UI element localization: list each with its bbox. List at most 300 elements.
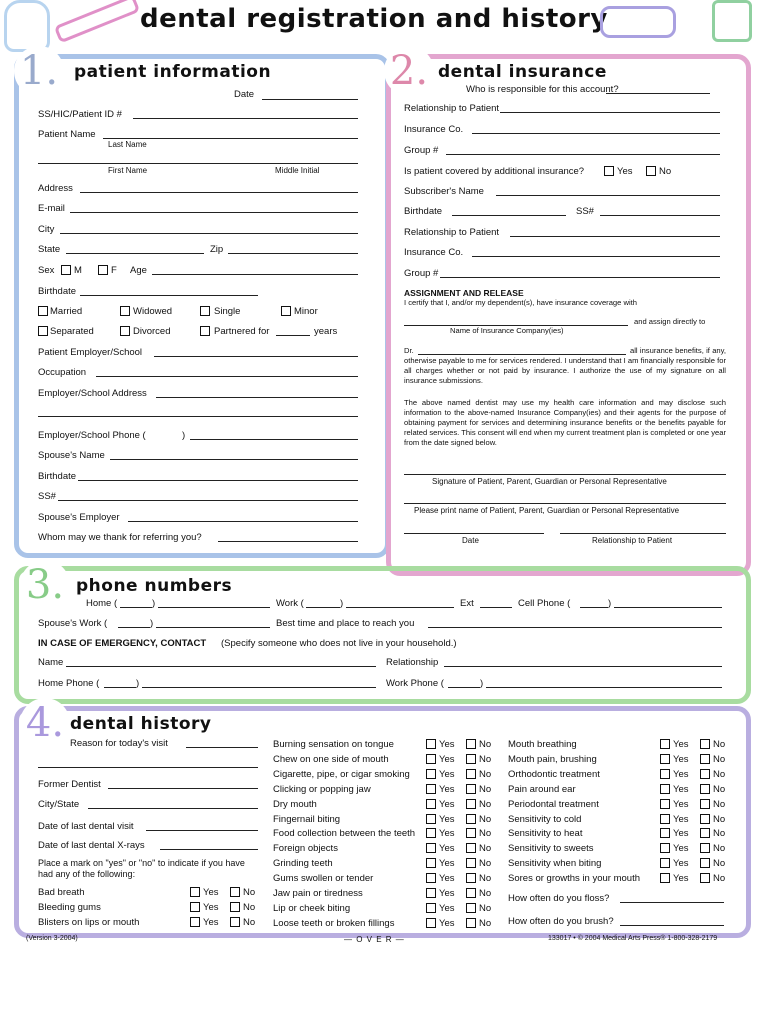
yes-checkbox[interactable]	[426, 799, 436, 809]
no-label: No	[479, 739, 492, 750]
yes-label: Yes	[203, 887, 219, 898]
no-label: No	[479, 917, 492, 929]
no-checkbox[interactable]	[700, 843, 710, 853]
yes-checkbox[interactable]	[426, 828, 436, 838]
emergency-work-field[interactable]	[486, 687, 722, 688]
no-checkbox[interactable]	[466, 799, 476, 809]
home-phone-label: Home (	[86, 598, 118, 609]
yes-checkbox[interactable]	[660, 754, 670, 764]
cell-area-field[interactable]	[580, 607, 608, 608]
no-checkbox[interactable]	[466, 873, 476, 883]
no-checkbox[interactable]	[466, 739, 476, 749]
ext-field[interactable]	[480, 607, 512, 608]
spouse-ss-field[interactable]	[58, 500, 358, 501]
subscriber-label: Subscriber's Name	[404, 186, 484, 197]
no-label: No	[479, 843, 492, 855]
subscriber-field[interactable]	[496, 195, 720, 196]
floss-label: How often do you floss?	[508, 893, 610, 904]
history-item-label: Grinding teeth	[273, 858, 333, 870]
home-close: )	[152, 598, 156, 609]
section-heading-history: dental history	[70, 714, 212, 734]
spouse-work-area-field[interactable]	[118, 627, 150, 628]
no-checkbox[interactable]	[700, 814, 710, 824]
ext-label: Ext	[460, 598, 474, 609]
no-label: No	[713, 843, 726, 855]
yes-checkbox[interactable]	[660, 873, 670, 883]
ssid-label: SS/HIC/Patient ID #	[38, 109, 122, 120]
yes-label: Yes	[673, 828, 689, 840]
yes-label: Yes	[439, 798, 455, 810]
emergency-work-label: Work Phone (	[386, 678, 444, 689]
yes-label: Yes	[673, 873, 689, 885]
no-label: No	[479, 902, 492, 914]
birthdate-label: Birthdate	[38, 286, 77, 297]
reason-label: Reason for today's visit	[70, 738, 168, 749]
yes-checkbox[interactable]	[426, 888, 436, 898]
section-number-3: 3.	[20, 560, 70, 610]
section-number-4: 4.	[20, 698, 70, 748]
history-item-label: Orthodontic treatment	[508, 768, 600, 780]
yes-checkbox[interactable]	[660, 799, 670, 809]
additional-insurance-label: Is patient covered by additional insurance?	[404, 166, 585, 177]
city-state-field[interactable]	[88, 808, 258, 809]
no-label: No	[243, 887, 256, 898]
emergency-work-area-field[interactable]	[448, 687, 480, 688]
floss-icon	[712, 0, 752, 42]
partnered-label: Partnered for	[214, 326, 270, 337]
no-label: No	[713, 753, 726, 765]
no-label: No	[713, 783, 726, 795]
minor-label: Minor	[294, 306, 318, 317]
group2-field[interactable]	[440, 277, 720, 278]
assignment-text-3: The above named dentist may use my health care information and may disclose such information to the above-named Insurance Company(ies) and their agents for the purpose of obtaining payment for services and determining insurance benefits or the benefits payable for related services. This consent will end when my current treatment plan is completed or one year from the date signed below.	[404, 398, 726, 447]
responsible-field[interactable]	[606, 93, 710, 94]
city-state-label: City/State	[38, 799, 80, 810]
history-item-label: Gums swollen or tender	[273, 873, 374, 885]
city-label: City	[38, 224, 55, 235]
toothbrush-icon	[54, 0, 140, 43]
print-name-field[interactable]	[404, 503, 726, 504]
patient-date-label: Date	[234, 89, 255, 100]
yes-label: Yes	[673, 768, 689, 780]
sex-m-checkbox[interactable]	[61, 265, 71, 275]
state-label: State	[38, 244, 61, 255]
spouse-work-close: )	[150, 618, 154, 629]
yes-checkbox[interactable]	[660, 858, 670, 868]
partnered-checkbox[interactable]	[200, 326, 210, 336]
single-label: Single	[214, 306, 241, 317]
yes-label: Yes	[439, 888, 455, 899]
no-checkbox[interactable]	[230, 902, 240, 912]
additional-yes-checkbox[interactable]	[604, 166, 614, 176]
former-dentist-label: Former Dentist	[38, 779, 101, 790]
emergency-name-label: Name	[38, 657, 64, 668]
age-field[interactable]	[152, 274, 358, 275]
relationship2-label: Relationship to Patient	[404, 227, 500, 238]
employer-school-field[interactable]	[154, 356, 358, 357]
assign-company-caption: Name of Insurance Company(ies)	[450, 326, 564, 335]
history-item-label: Mouth breathing	[508, 739, 577, 750]
no-checkbox[interactable]	[466, 858, 476, 868]
release-relationship-caption: Relationship to Patient	[592, 536, 673, 545]
address-label: Address	[38, 183, 73, 194]
history-item-label: Sensitivity to heat	[508, 828, 583, 840]
state-field[interactable]	[66, 253, 204, 254]
no-label: No	[479, 828, 492, 840]
group-label: Group #	[404, 145, 439, 156]
subscriber-birthdate-label: Birthdate	[404, 206, 443, 217]
no-checkbox[interactable]	[700, 784, 710, 794]
former-dentist-field[interactable]	[108, 788, 258, 789]
subscriber-ss-label: SS#	[576, 206, 594, 217]
yes-label: Yes	[439, 858, 455, 870]
history-item-label: Blisters on lips or mouth	[38, 917, 140, 928]
toothpaste-icon	[600, 6, 676, 38]
yes-checkbox[interactable]	[190, 917, 200, 927]
divorced-checkbox[interactable]	[120, 326, 130, 336]
no-label: No	[243, 902, 256, 913]
emergency-relationship-label: Relationship	[386, 657, 439, 668]
brush-field[interactable]	[620, 925, 724, 926]
yes-checkbox[interactable]	[426, 903, 436, 913]
assign-dr-label: Dr.	[404, 346, 414, 355]
place-mark-instructions: Place a mark on "yes" or "no" to indicate if you have had any of the following:	[38, 858, 245, 879]
email-field[interactable]	[70, 212, 358, 213]
sex-f-checkbox[interactable]	[98, 265, 108, 275]
yes-checkbox[interactable]	[660, 739, 670, 749]
section-number-1: 1.	[14, 46, 64, 96]
insurance-co-label: Insurance Co.	[404, 124, 464, 135]
employer-phone-close: )	[182, 430, 186, 441]
assignment-text-1: I certify that I, and/or my dependent(s), have insurance coverage with	[404, 298, 637, 307]
yes-label: Yes	[439, 843, 455, 855]
history-item-label: Cigarette, pipe, or cigar smoking	[273, 768, 410, 780]
cell-close: )	[608, 598, 612, 609]
no-checkbox[interactable]	[700, 739, 710, 749]
no-label: No	[243, 917, 256, 928]
married-label: Married	[50, 306, 83, 317]
employer-phone-field[interactable]	[190, 439, 358, 440]
sex-label: Sex	[38, 265, 55, 276]
spouse-work-label: Spouse's Work (	[38, 618, 108, 629]
widowed-checkbox[interactable]	[120, 306, 130, 316]
yes-label: Yes	[673, 858, 689, 870]
no-label: No	[713, 798, 726, 810]
occupation-label: Occupation	[38, 367, 87, 378]
yes-checkbox[interactable]	[426, 784, 436, 794]
first-name-caption: First Name	[108, 166, 148, 175]
best-time-field[interactable]	[428, 627, 722, 628]
age-label: Age	[130, 265, 147, 276]
yes-checkbox[interactable]	[660, 828, 670, 838]
yes-checkbox[interactable]	[190, 902, 200, 912]
no-label: No	[479, 768, 492, 780]
yes-label: Yes	[203, 902, 219, 913]
relationship-field[interactable]	[500, 112, 720, 113]
yes-checkbox[interactable]	[426, 769, 436, 779]
history-item-label: Food collection between the teeth	[273, 828, 416, 840]
version-note: (Version 3-2004)	[26, 935, 78, 942]
last-name-caption: Last Name	[108, 140, 147, 149]
yes-checkbox[interactable]	[426, 873, 436, 883]
yes-checkbox[interactable]	[190, 887, 200, 897]
no-checkbox[interactable]	[466, 784, 476, 794]
yes-label: Yes	[203, 917, 219, 928]
no-checkbox[interactable]	[466, 903, 476, 913]
group-field[interactable]	[446, 154, 720, 155]
signature-caption: Signature of Patient, Parent, Guardian or Personal Representative	[432, 477, 667, 486]
tooth-icon	[4, 0, 50, 52]
no-label: No	[713, 739, 726, 750]
emergency-heading: IN CASE OF EMERGENCY, CONTACT	[38, 638, 207, 649]
spouse-employer-label: Spouse's Employer	[38, 512, 120, 523]
yes-label: Yes	[673, 843, 689, 855]
relationship-label: Relationship to Patient	[404, 103, 500, 114]
yes-label: Yes	[439, 768, 455, 780]
yes-checkbox[interactable]	[660, 814, 670, 824]
no-checkbox[interactable]	[230, 917, 240, 927]
no-checkbox[interactable]	[700, 858, 710, 868]
minor-checkbox[interactable]	[281, 306, 291, 316]
spouse-birthdate-field[interactable]	[78, 480, 358, 481]
no-label: No	[713, 858, 726, 870]
no-checkbox[interactable]	[466, 754, 476, 764]
additional-no-label: No	[659, 166, 672, 177]
work-close: )	[340, 598, 344, 609]
last-visit-label: Date of last dental visit	[38, 821, 134, 832]
no-label: No	[479, 798, 492, 810]
history-item-label: Dry mouth	[273, 798, 317, 810]
divorced-label: Divorced	[133, 326, 171, 337]
history-item-label: Clicking or popping jaw	[273, 783, 371, 795]
history-item-label: Burning sensation on tongue	[273, 739, 394, 750]
yes-label: Yes	[439, 828, 455, 840]
reason-field[interactable]	[186, 747, 258, 748]
section-heading-patient: patient information	[74, 62, 272, 82]
single-checkbox[interactable]	[200, 306, 210, 316]
no-checkbox[interactable]	[230, 887, 240, 897]
form-title: dental registration and history	[140, 4, 608, 34]
yes-label: Yes	[439, 753, 455, 765]
emergency-home-label: Home Phone (	[38, 678, 100, 689]
section-heading-phone: phone numbers	[76, 576, 233, 596]
emergency-home-close: )	[136, 678, 140, 689]
yes-checkbox[interactable]	[426, 814, 436, 824]
history-item-label: Lip or cheek biting	[273, 902, 351, 914]
no-label: No	[479, 753, 492, 765]
birthdate-field[interactable]	[80, 295, 258, 296]
yes-label: Yes	[673, 783, 689, 795]
no-checkbox[interactable]	[700, 828, 710, 838]
ssid-field[interactable]	[133, 118, 358, 119]
no-checkbox[interactable]	[466, 888, 476, 898]
history-item-label: Jaw pain or tiredness	[273, 888, 363, 899]
patient-date-field[interactable]	[262, 99, 358, 100]
no-checkbox[interactable]	[466, 828, 476, 838]
assignment-heading: ASSIGNMENT AND RELEASE	[404, 288, 524, 298]
work-area-field[interactable]	[306, 607, 340, 608]
emergency-home-area-field[interactable]	[104, 687, 136, 688]
middle-initial-caption: Middle Initial	[275, 166, 320, 175]
history-item-label: Bad breath	[38, 887, 85, 898]
insurance-co2-label: Insurance Co.	[404, 247, 464, 258]
yes-label: Yes	[673, 739, 689, 750]
last-name-field[interactable]	[103, 138, 358, 139]
no-checkbox[interactable]	[700, 769, 710, 779]
zip-label: Zip	[210, 244, 224, 255]
insurance-co2-field[interactable]	[472, 256, 720, 257]
work-phone-label: Work (	[276, 598, 304, 609]
cell-phone-label: Cell Phone (	[518, 598, 571, 609]
no-label: No	[713, 813, 726, 825]
brush-label: How often do you brush?	[508, 916, 614, 927]
no-checkbox[interactable]	[466, 769, 476, 779]
yes-label: Yes	[673, 753, 689, 765]
no-checkbox[interactable]	[700, 799, 710, 809]
emergency-relationship-field[interactable]	[444, 666, 722, 667]
occupation-field[interactable]	[96, 376, 358, 377]
yes-checkbox[interactable]	[660, 843, 670, 853]
over-indicator: — O V E R —	[344, 935, 405, 944]
zip-field[interactable]	[228, 253, 358, 254]
spouse-work-field[interactable]	[156, 627, 270, 628]
spouse-employer-field[interactable]	[128, 521, 358, 522]
emergency-note: (Specify someone who does not live in your household.)	[221, 638, 457, 649]
history-item-label: Sensitivity when biting	[508, 858, 602, 870]
no-checkbox[interactable]	[466, 814, 476, 824]
years-label: years	[314, 326, 338, 337]
separated-label: Separated	[50, 326, 94, 337]
spouse-ss-label: SS#	[38, 491, 56, 502]
copyright-note: 133017 • © 2004 Medical Arts Press® 1-800-328-2179	[548, 935, 718, 942]
release-relationship-field[interactable]	[560, 533, 726, 534]
signature-field[interactable]	[404, 474, 726, 475]
referral-label: Whom may we thank for referring you?	[38, 532, 202, 543]
yes-checkbox[interactable]	[426, 843, 436, 853]
separated-checkbox[interactable]	[38, 326, 48, 336]
no-label: No	[713, 828, 726, 840]
additional-yes-label: Yes	[617, 166, 633, 177]
first-name-field[interactable]	[38, 163, 358, 164]
no-label: No	[479, 858, 492, 870]
history-item-label: Mouth pain, brushing	[508, 753, 597, 765]
print-name-caption: Please print name of Patient, Parent, Guardian or Personal Representative	[414, 506, 680, 515]
city-field[interactable]	[60, 233, 358, 234]
last-xrays-field[interactable]	[160, 849, 258, 850]
home-phone-field[interactable]	[158, 607, 270, 608]
yes-checkbox[interactable]	[660, 769, 670, 779]
yes-label: Yes	[439, 917, 455, 929]
yes-label: Yes	[439, 739, 455, 750]
history-item-label: Sensitivity to cold	[508, 813, 582, 825]
employer-phone-label: Employer/School Phone (	[38, 430, 146, 441]
work-phone-field[interactable]	[346, 607, 454, 608]
group2-label: Group #	[404, 268, 439, 279]
responsible-label: Who is responsible for this account?	[466, 84, 619, 95]
partnered-years-field[interactable]	[276, 335, 310, 336]
patient-name-label: Patient Name	[38, 129, 96, 140]
employer-address-field-2[interactable]	[38, 416, 358, 417]
yes-checkbox[interactable]	[426, 754, 436, 764]
address-field[interactable]	[80, 192, 358, 193]
history-item-label: Pain around ear	[508, 783, 576, 795]
yes-label: Yes	[439, 902, 455, 914]
spouse-birthdate-label: Birthdate	[38, 471, 77, 482]
employer-address-field[interactable]	[156, 397, 358, 398]
no-checkbox[interactable]	[700, 873, 710, 883]
employer-school-label: Patient Employer/School	[38, 347, 143, 358]
history-item-label: Sores or growths in your mouth	[508, 873, 641, 885]
section-number-2: 2.	[384, 46, 434, 96]
no-label: No	[713, 768, 726, 780]
additional-no-checkbox[interactable]	[646, 166, 656, 176]
relationship2-field[interactable]	[510, 236, 720, 237]
history-item-label: Periodontal treatment	[508, 798, 599, 810]
history-item-label: Sensitivity to sweets	[508, 843, 594, 855]
spouse-name-field[interactable]	[110, 459, 358, 460]
best-time-label: Best time and place to reach you	[276, 618, 415, 629]
no-checkbox[interactable]	[466, 843, 476, 853]
subscriber-ss-field[interactable]	[600, 215, 720, 216]
no-label: No	[479, 783, 492, 795]
no-label: No	[479, 873, 492, 885]
yes-label: Yes	[673, 813, 689, 825]
emergency-name-field[interactable]	[66, 666, 376, 667]
last-visit-field[interactable]	[146, 830, 258, 831]
yes-label: Yes	[439, 873, 455, 885]
cell-phone-field[interactable]	[614, 607, 722, 608]
emergency-home-field[interactable]	[142, 687, 376, 688]
emergency-work-close: )	[480, 678, 484, 689]
history-item-label: Bleeding gums	[38, 902, 101, 913]
no-label: No	[713, 873, 726, 885]
email-label: E-mail	[38, 203, 65, 214]
release-date-field[interactable]	[404, 533, 544, 534]
last-xrays-label: Date of last dental X-rays	[38, 840, 145, 851]
assignment-text-2: all insurance benefits, if any, otherwise payable to me for services rendered. I understand that I am financially responsible for all charges whether or not paid by insurance. I authorize the use of my signature on all insurance submissions.	[404, 346, 726, 385]
section-heading-insurance: dental insurance	[438, 62, 607, 82]
reason-field-2[interactable]	[38, 767, 258, 768]
yes-checkbox[interactable]	[660, 784, 670, 794]
spouse-name-label: Spouse's Name	[38, 450, 105, 461]
no-checkbox[interactable]	[700, 754, 710, 764]
widowed-label: Widowed	[133, 306, 173, 317]
yes-label: Yes	[673, 798, 689, 810]
assign-directly-label: and assign directly to	[634, 317, 706, 326]
history-item-label: Chew on one side of mouth	[273, 753, 389, 765]
yes-label: Yes	[439, 783, 455, 795]
subscriber-birthdate-field[interactable]	[452, 215, 566, 216]
release-date-caption: Date	[462, 536, 479, 545]
sex-m-label: M	[74, 265, 82, 276]
yes-checkbox[interactable]	[426, 858, 436, 868]
yes-checkbox[interactable]	[426, 918, 436, 928]
no-label: No	[479, 813, 492, 825]
insurance-co-field[interactable]	[472, 133, 720, 134]
yes-label: Yes	[439, 813, 455, 825]
yes-checkbox[interactable]	[426, 739, 436, 749]
home-area-field[interactable]	[120, 607, 152, 608]
married-checkbox[interactable]	[38, 306, 48, 316]
referral-field[interactable]	[218, 541, 358, 542]
history-item-label: Foreign objects	[273, 843, 338, 855]
history-item-label: Fingernail biting	[273, 813, 341, 825]
history-item-label: Loose teeth or broken fillings	[273, 917, 395, 929]
employer-address-label: Employer/School Address	[38, 388, 147, 399]
floss-field[interactable]	[620, 902, 724, 903]
no-label: No	[479, 888, 492, 899]
no-checkbox[interactable]	[466, 918, 476, 928]
